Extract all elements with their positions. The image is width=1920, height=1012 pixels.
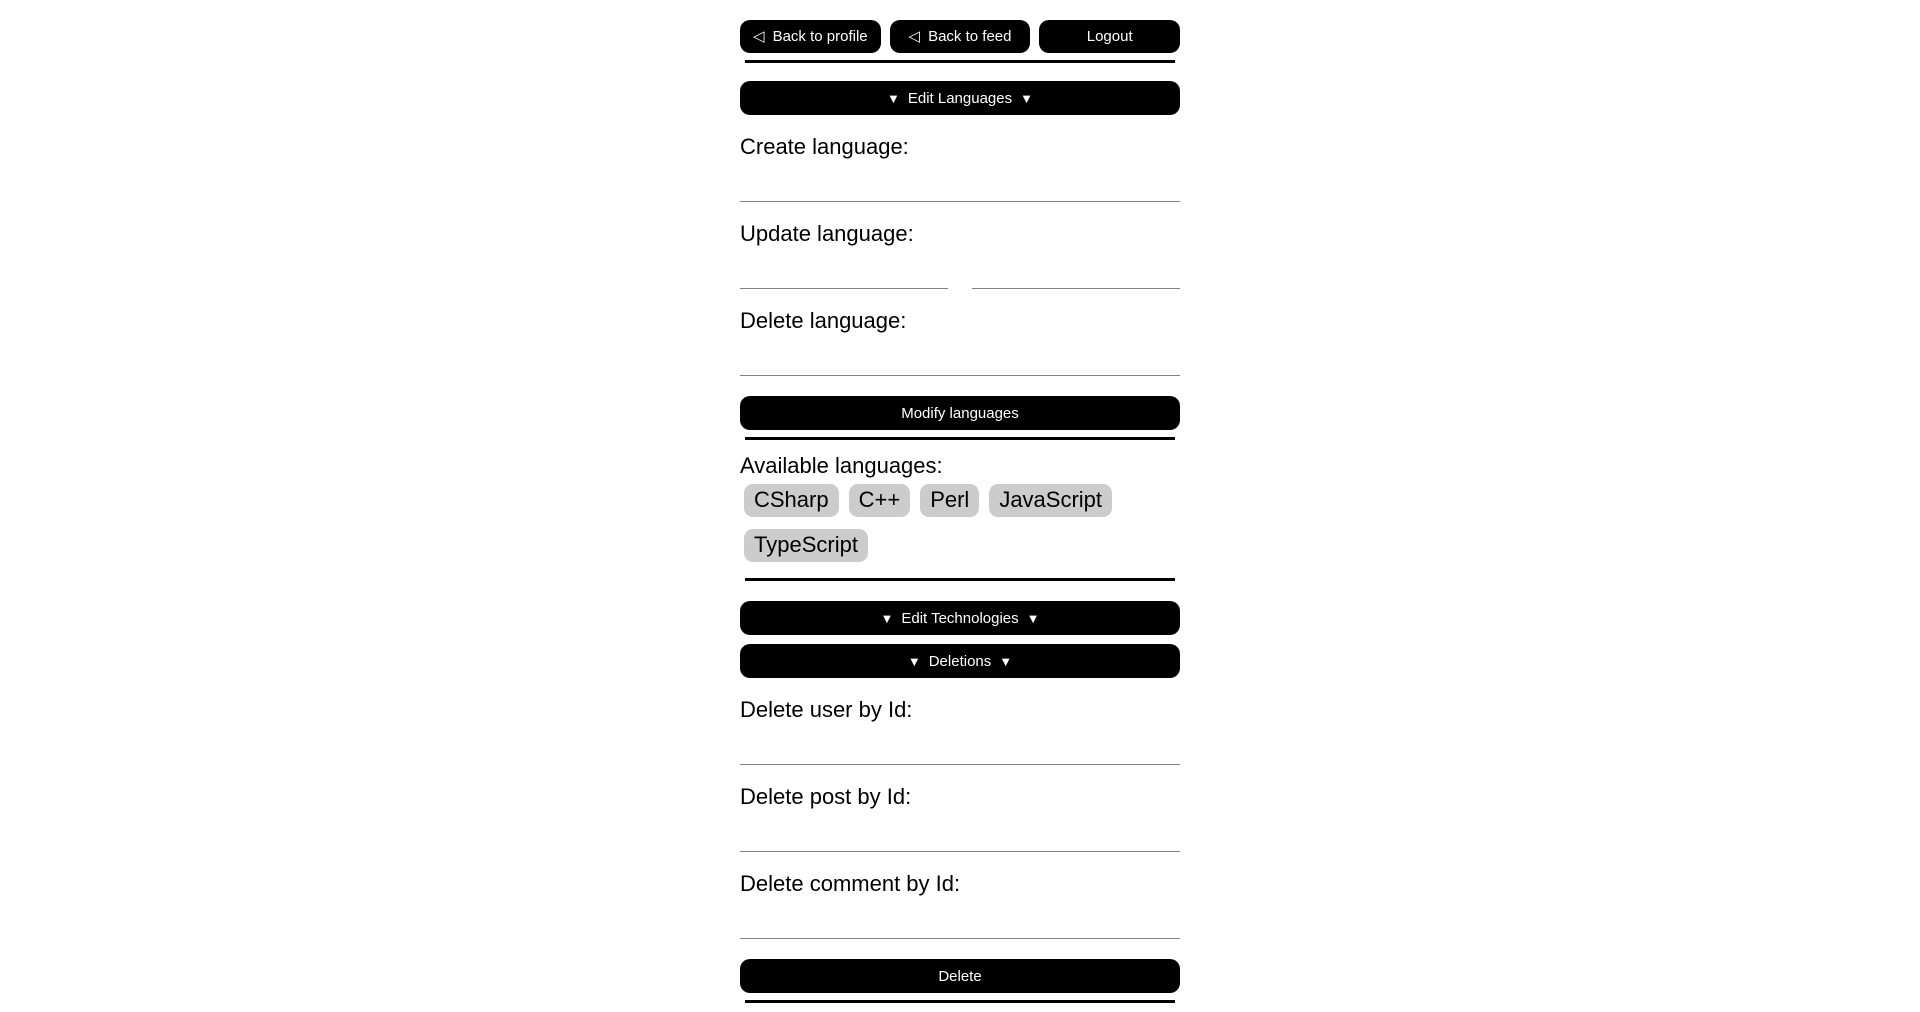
section-divider <box>745 1000 1175 1003</box>
delete-post-label: Delete post by Id: <box>740 784 912 809</box>
topbar <box>740 20 1180 53</box>
back-arrow-icon: ◁ <box>908 28 921 45</box>
edit-technologies-toggle-label: Edit Technologies <box>901 609 1019 627</box>
language-chip[interactable]: C++ <box>849 484 911 517</box>
update-language-label: Update language: <box>740 221 914 246</box>
chevron-down-icon: ▼ <box>907 653 921 669</box>
back-to-profile-button[interactable] <box>740 20 881 53</box>
edit-technologies-toggle[interactable] <box>740 601 1180 635</box>
back-to-profile-label: Back to profile <box>772 28 868 45</box>
section-divider <box>745 437 1175 440</box>
language-chip[interactable]: Perl <box>920 484 979 517</box>
logout-label: Logout <box>1086 28 1133 45</box>
back-arrow-icon: ◁ <box>753 28 765 45</box>
delete-button[interactable] <box>740 959 1180 993</box>
update-language-new-input[interactable] <box>972 247 1180 289</box>
delete-language-label: Delete language: <box>740 308 907 333</box>
admin-panel <box>740 0 1180 1003</box>
chevron-down-icon: ▼ <box>999 653 1013 669</box>
delete-user-input[interactable] <box>740 723 1180 765</box>
deletions-toggle-label: Deletions <box>928 652 992 670</box>
logout-button[interactable] <box>1039 20 1180 53</box>
chevron-down-icon: ▼ <box>1020 90 1033 106</box>
update-language-current-input[interactable] <box>740 247 948 289</box>
delete-comment-label: Delete comment by Id: <box>740 871 961 896</box>
available-languages-label: Available languages: <box>740 453 943 478</box>
deletions-toggle[interactable] <box>740 644 1180 678</box>
update-language-fields <box>740 247 1180 289</box>
edit-languages-toggle[interactable] <box>740 81 1180 115</box>
available-languages-list <box>740 484 1180 562</box>
chevron-down-icon: ▼ <box>1026 610 1040 626</box>
section-divider <box>745 60 1175 63</box>
delete-user-label: Delete user by Id: <box>740 697 913 722</box>
create-language-label: Create language: <box>740 134 909 159</box>
chevron-down-icon: ▼ <box>886 90 900 106</box>
chevron-down-icon: ▼ <box>880 610 894 626</box>
edit-languages-toggle-label: Edit Languages <box>907 89 1013 107</box>
delete-button-label: Delete <box>938 967 982 985</box>
modify-languages-button[interactable] <box>740 396 1180 430</box>
section-divider <box>745 578 1175 581</box>
language-chip[interactable]: JavaScript <box>989 484 1112 517</box>
language-chip[interactable]: TypeScript <box>744 529 868 562</box>
delete-comment-input[interactable] <box>740 897 1180 939</box>
delete-post-input[interactable] <box>740 810 1180 852</box>
back-to-feed-button[interactable] <box>890 20 1031 53</box>
delete-language-input[interactable] <box>740 334 1180 376</box>
back-to-feed-label: Back to feed <box>928 28 1012 45</box>
modify-languages-label: Modify languages <box>901 404 1019 422</box>
language-chip[interactable]: CSharp <box>744 484 839 517</box>
create-language-input[interactable] <box>740 160 1180 202</box>
